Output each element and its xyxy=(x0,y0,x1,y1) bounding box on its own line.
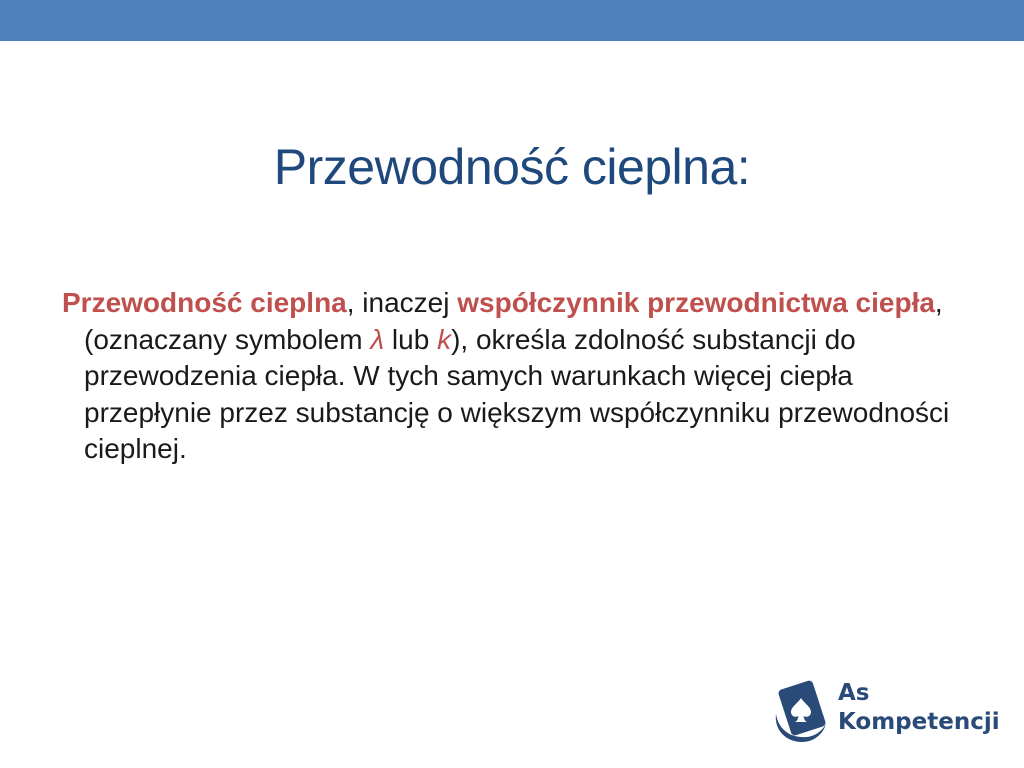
body-text-segment: ), określa zdolność substancji do przewodzenia ciepła. W tych samych warunkach więcej ciepła przepłynie przez substancję o większym współczynniku przewodności cieplnej. xyxy=(84,323,950,464)
body-paragraph xyxy=(62,285,964,468)
body-text-segment: , inaczej xyxy=(346,287,458,318)
symbol-k: k xyxy=(437,323,452,355)
slide-title: Przewodność cieplna: xyxy=(273,139,751,195)
logo-line-1: As xyxy=(838,680,870,706)
body-text-segment: , (oznaczany symbolem xyxy=(84,287,943,355)
term-conductivity-coefficient: współczynnik przewodnictwa ciepła xyxy=(457,287,935,318)
symbol-lambda: λ xyxy=(370,323,385,355)
logo-text xyxy=(838,679,1000,737)
top-accent-bar xyxy=(0,0,1024,41)
spade-card-icon xyxy=(770,676,830,746)
term-thermal-conductivity: Przewodność cieplna xyxy=(62,287,347,318)
logo-line-2: Kompetencji xyxy=(838,709,1000,735)
body-text-segment: lub xyxy=(384,323,438,355)
logo-as-kompetencji xyxy=(770,676,1000,746)
